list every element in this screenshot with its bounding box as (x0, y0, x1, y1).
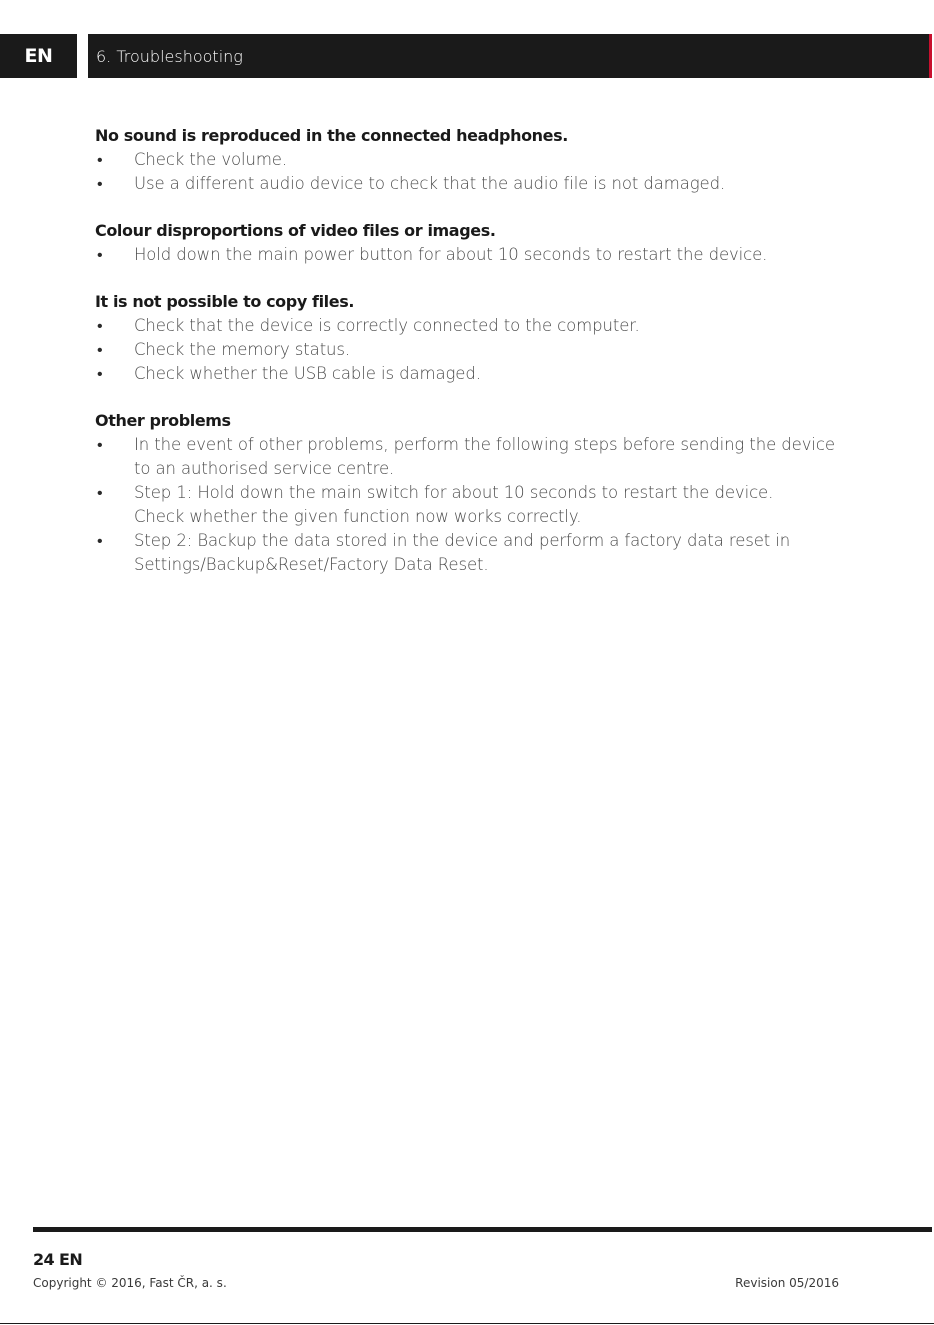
section-heading: It is not possible to copy files. (95, 292, 355, 311)
troubleshooting-section (95, 124, 855, 196)
bullet-list (95, 243, 855, 267)
list-item-text: to an authorised service centre. (134, 459, 395, 478)
troubleshooting-section (95, 290, 855, 386)
list-item-text: Use a different audio device to check that the audio file is not damaged. (134, 174, 726, 193)
footer-divider (33, 1227, 932, 1232)
list-item (95, 172, 855, 196)
list-item (95, 433, 855, 481)
bullet-list (95, 148, 855, 196)
section-heading: Other problems (95, 411, 231, 430)
list-item-text: Settings/Backup&Reset/Factory Data Reset. (134, 555, 489, 574)
troubleshooting-content (95, 124, 855, 600)
section-heading: No sound is reproduced in the connected headphones. (95, 126, 568, 145)
chapter-title: 6. Troubleshooting (96, 46, 243, 66)
page-bottom-edge (0, 1323, 934, 1324)
list-item (95, 362, 855, 386)
header-bar (88, 34, 932, 78)
list-item (95, 529, 855, 577)
page-number: 24 EN (33, 1250, 83, 1269)
list-item-text: Check the memory status. (134, 340, 351, 359)
list-item (95, 314, 855, 338)
list-item-text: Check whether the USB cable is damaged. (134, 364, 481, 383)
bullet-list (95, 433, 855, 577)
list-item-text: In the event of other problems, perform the following steps before sending the device (134, 435, 835, 454)
bullet-icon: • (97, 483, 103, 502)
language-label: EN (24, 45, 53, 67)
list-item-text: Check the volume. (134, 150, 287, 169)
bullet-icon: • (97, 531, 103, 550)
bullet-icon: • (97, 174, 103, 193)
bullet-icon: • (97, 150, 103, 169)
list-item-text: Step 2: Backup the data stored in the device and perform a factory data reset in (134, 531, 791, 550)
list-item (95, 481, 855, 529)
bullet-icon: • (97, 435, 103, 454)
bullet-icon: • (97, 364, 103, 383)
bullet-icon: • (97, 245, 103, 264)
revision-label: Revision 05/2016 (735, 1276, 839, 1290)
list-item-text: Check that the device is correctly connected to the computer. (134, 316, 640, 335)
list-item (95, 148, 855, 172)
list-item (95, 338, 855, 362)
copyright-notice: Copyright © 2016, Fast ČR, a. s. (33, 1276, 227, 1290)
bullet-icon: • (97, 316, 103, 335)
section-heading: Colour disproportions of video files or images. (95, 221, 496, 240)
list-item-text: Check whether the given function now works correctly. (134, 507, 582, 526)
language-tab (0, 34, 77, 78)
bullet-list (95, 314, 855, 386)
list-item-text: Step 1: Hold down the main switch for about 10 seconds to restart the device. (134, 483, 774, 502)
list-item (95, 243, 855, 267)
troubleshooting-section (95, 219, 855, 267)
list-item-text: Hold down the main power button for about 10 seconds to restart the device. (134, 245, 768, 264)
troubleshooting-section (95, 409, 855, 577)
bullet-icon: • (97, 340, 103, 359)
